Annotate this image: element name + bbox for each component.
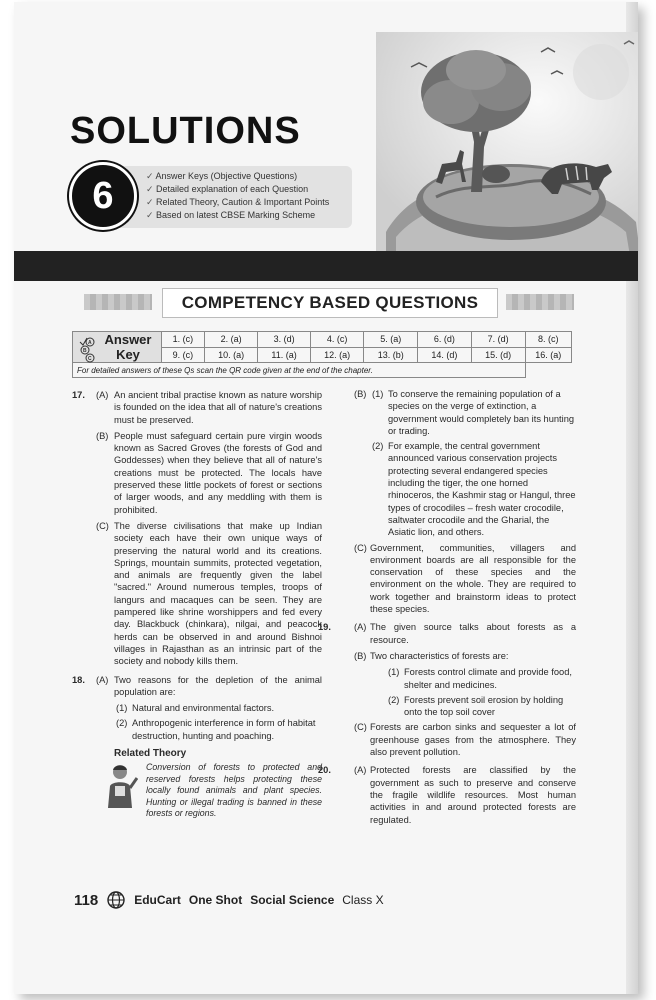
answer-part (344, 542, 576, 616)
teacher-illustration-icon (102, 762, 138, 810)
decorative-strip-right (506, 294, 574, 310)
section-header (84, 288, 574, 316)
answer-part (72, 389, 322, 426)
globe-icon (106, 890, 126, 910)
related-theory-box (102, 762, 322, 822)
answer-cell: 2. (a) (204, 332, 258, 348)
part-text: Government, communities, villagers and environment boards are all responsible for the conservation of these species and the environment on the whole. They are required to work together and brainstorm ideas to protect these species. (370, 542, 576, 615)
answer-cell: 9. (c) (162, 347, 205, 363)
question-18-continued (344, 388, 576, 615)
point-text: Anthropogenic interference in form of habitat destruction, hunting and poaching. (132, 718, 316, 741)
answer-cell: 12. (a) (310, 347, 364, 363)
left-column (72, 389, 322, 822)
point-text: To conserve the remaining population of a species on the verge of extinction, a government would completely ban its hunting or trading. (388, 389, 575, 436)
point-text: For example, the central government announced various conservation projects protecting several endangered species including the tiger, the one horned rhinoceros, the Kashmir stag or Hangul, three types of crocodiles – fresh water crocodile, saltwater crocodile and the Gharial, the Asiatic lion, and others. (388, 441, 576, 538)
decorative-strip-left (84, 294, 152, 310)
question-17 (72, 389, 322, 668)
part-text: Protected forests are classified by the government as such to preserve and conserve the fragile wildlife resources. Most human activities in and around protected forests are regulated. (370, 765, 576, 825)
part-label: (A) (96, 674, 109, 685)
svg-text:A: A (88, 340, 92, 346)
related-theory-text: Conversion of forests to protected and reserved forests helps protecting these locally found animals and plant species. Hunting or illegal trading is banned in these forests or regions. (146, 762, 322, 819)
answer-subpoint (344, 440, 576, 538)
question-number: 19. (318, 622, 331, 633)
page-number: 118 (74, 891, 99, 909)
part-label: (B) (354, 389, 367, 399)
part-text: People must safeguard certain pure virgin woods known as Sacred Groves (the forests of God and Goddesses) when they believe that all of nature's creations must be protected. The locals have preserved these little pockets of forest or sections of larger woods, and any meddling with them is prohibited. (114, 430, 322, 515)
answer-part (72, 430, 322, 516)
answer-cell: 13. (b) (364, 347, 418, 363)
feature-item: ✓ Answer Keys (Objective Questions) (146, 170, 352, 183)
part-text: Two reasons for the depletion of the animal population are: (114, 674, 322, 697)
answer-cell: 11. (a) (258, 347, 310, 363)
header-divider-bar (14, 251, 638, 281)
answer-key-note: For detailed answers of these Qs scan the QR code given at the end of the chapter. (73, 363, 526, 378)
point-label: (2) (372, 441, 384, 452)
question-19 (318, 621, 576, 758)
answer-subpoint (72, 702, 322, 714)
answer-part (344, 764, 576, 825)
svg-text:B: B (83, 348, 87, 354)
answer-part (344, 721, 576, 758)
book-series: One Shot (188, 893, 243, 907)
answer-part (72, 520, 322, 668)
answer-key-label (73, 332, 162, 363)
question-18 (72, 674, 322, 742)
question-number: 18. (72, 674, 85, 685)
part-text: Forests are carbon sinks and sequester a lot of greenhouse gases from the atmosphere. They also prevent pollution. (370, 722, 576, 758)
answer-subpoint (72, 717, 322, 742)
answer-subpoint (344, 666, 576, 691)
part-label: (B) (96, 430, 109, 441)
section-title: COMPETENCY BASED QUESTIONS (162, 288, 498, 318)
question-number: 17. (72, 390, 85, 400)
part-label: (C) (354, 542, 367, 553)
abc-checklist-icon (79, 337, 101, 363)
right-column (318, 389, 576, 832)
answer-key-table (72, 331, 572, 378)
question-number: 20. (318, 765, 331, 776)
part-text: Two characteristics of forests are: (370, 650, 509, 661)
answer-cell: 7. (d) (471, 332, 525, 348)
answer-part (344, 650, 576, 662)
answer-cell: 3. (d) (258, 332, 310, 348)
point-text: Natural and environmental factors. (132, 703, 275, 714)
publisher-brand: EduCart (134, 893, 181, 907)
part-label: (B) (354, 650, 367, 661)
part-text: The diverse civilisations that make up Indian society each have their own unique ways of preserving the natural world and its creations. Springs, mountain summits, protected vegetation, and animals are frequently given the label "sacred." Around numerous temples, troops of langurs and macaques can be seen. They are pampered like shrine worshippers and fed every day. Blackbuck (chinkara), nilgai, and peacock herds can be observed in and around Bishnoi villages in Rajasthan as an intrinsic part of the society and nobody kills them. (114, 520, 322, 667)
point-label: (1) (372, 389, 384, 399)
part-label: (A) (354, 622, 367, 633)
part-label: (A) (354, 765, 367, 776)
part-label: (C) (354, 722, 367, 733)
part-label: (C) (96, 520, 109, 531)
answer-cell: 10. (a) (204, 347, 258, 363)
chapter-number-badge: 6 (69, 162, 137, 230)
feature-item: ✓ Related Theory, Caution & Important Points (146, 196, 352, 209)
page-title: SOLUTIONS (70, 110, 301, 152)
answer-subpoint (344, 694, 576, 719)
point-label: (1) (388, 667, 400, 678)
answer-cell: 5. (a) (364, 332, 418, 348)
feature-item: ✓ Based on latest CBSE Marking Scheme (146, 209, 352, 222)
book-subject: Social Science (250, 893, 335, 907)
feature-item: ✓ Detailed explanation of each Question (146, 183, 352, 196)
svg-text:C: C (88, 356, 92, 362)
answer-subpoint (344, 388, 576, 437)
page-footer (74, 888, 534, 912)
answer-cell: 16. (a) (525, 347, 571, 363)
book-class: Class X (342, 893, 384, 907)
answer-part (344, 621, 576, 646)
point-label: (1) (116, 703, 128, 714)
related-theory-heading: Related Theory (114, 748, 187, 760)
part-label: (A) (96, 390, 109, 400)
answer-cell: 14. (d) (418, 347, 472, 363)
point-label: (2) (388, 694, 400, 705)
point-text: Forests prevent soil erosion by holding onto the top soil cover (404, 694, 564, 718)
answer-cell: 4. (c) (310, 332, 364, 348)
part-text: The given source talks about forests as a resource. (370, 622, 576, 645)
answer-key-word: Key (116, 347, 140, 362)
point-text: Forests control climate and provide food, shelter and medicines. (404, 667, 572, 690)
answer-part (72, 674, 322, 699)
answer-cell: 15. (d) (471, 347, 525, 363)
part-text: An ancient tribal practise known as nature worship is founded on the idea that all of nature's creations must be preserved. (114, 390, 322, 425)
point-label: (2) (116, 718, 128, 729)
hands-earth-tree-illustration (376, 32, 638, 262)
question-20 (318, 764, 576, 825)
features-box (114, 166, 352, 228)
answer-cell: 6. (d) (418, 332, 472, 348)
answer-cell: 1. (c) (162, 332, 205, 348)
answer-cell: 8. (c) (525, 332, 571, 348)
answer-key-word: Answer (104, 332, 152, 347)
